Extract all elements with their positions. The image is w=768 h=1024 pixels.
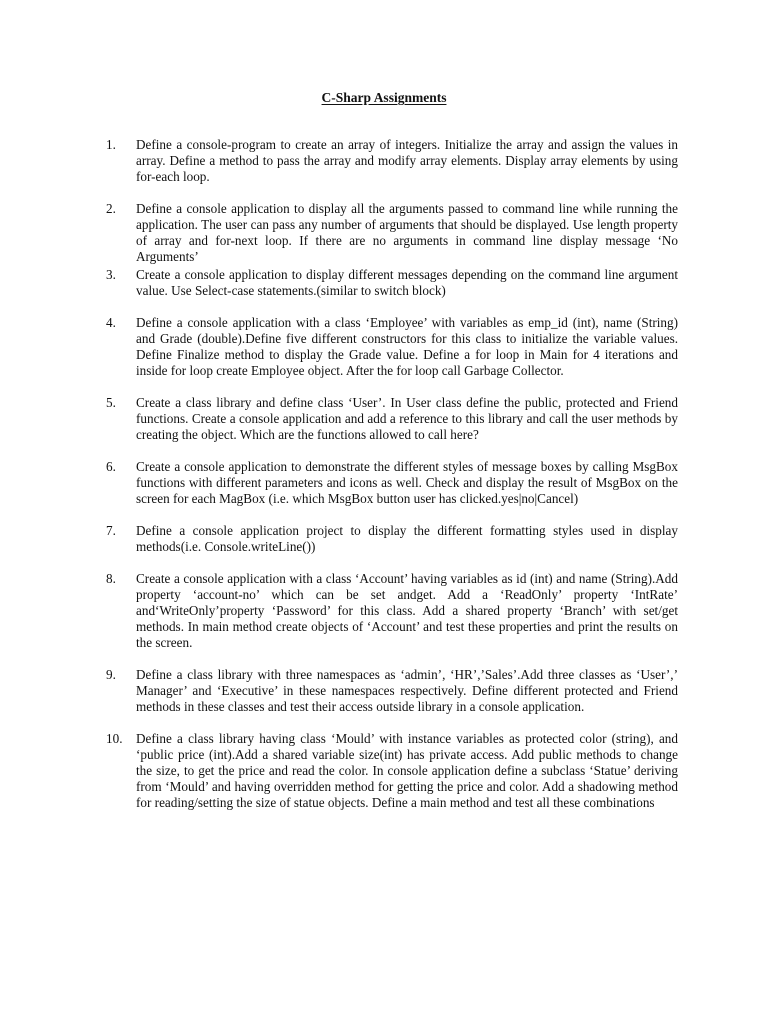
item-text: Define a class library having class ‘Mould’ with instance variables as protected color (string), and ‘public price (int).Add a shared variable size(int) has private access. Add public methods to change the size, to get the price and read the color. In console application define a subclass ‘Statue’ deriving from ‘Mould’ and having overridden method for getting the price and color. Add a shadowing method for reading/setting the size of statue objects. Define a main method and test all these combinations: [136, 731, 678, 810]
list-item: [106, 201, 678, 265]
item-text: Define a console-program to create an array of integers. Initialize the array and assign the values in array. Define a method to pass the array and modify array elements. Display array elements by using for-each loop.: [136, 137, 678, 184]
item-text: Define a console application project to display the different formatting styles used in display methods(i.e. Console.writeLine()): [136, 523, 678, 554]
item-number: 1.: [106, 137, 116, 152]
list-item: [106, 395, 678, 443]
item-text: Create a class library and define class ‘User’. In User class define the public, protected and Friend functions. Create a console application and add a reference to this library and call the user methods by creating the object. Which are the functions allowed to call here?: [136, 395, 678, 442]
list-item: [106, 137, 678, 185]
item-number: 8.: [106, 571, 116, 586]
item-text: Define a console application with a class ‘Employee’ with variables as emp_id (int), name (String) and Grade (double).Define five different constructors for this class to initialize the variable values. Define Finalize method to display the Grade value. Define a for loop in Main for 4 iterations and inside for loop create Employee object. After the for loop call Garbage Collector.: [136, 315, 678, 378]
item-number: 5.: [106, 395, 116, 410]
page-title: C-Sharp Assignments: [321, 90, 447, 105]
item-text: Define a class library with three namespaces as ‘admin’, ‘HR’,’Sales’.Add three classes as ‘User’,’ Manager’ and ‘Executive’ in these namespaces respectively. Define different protected and Friend methods in these classes and test their access outside library in a console application.: [136, 667, 678, 714]
assignment-list: [106, 137, 678, 827]
item-number: 3.: [106, 267, 116, 282]
item-number: 7.: [106, 523, 116, 538]
list-item: [106, 459, 678, 507]
list-item: [106, 667, 678, 715]
list-item: [106, 571, 678, 651]
item-number: 10.: [106, 731, 123, 746]
item-text: Create a console application with a class ‘Account’ having variables as id (int) and name (String).Add property ‘account-no’ which can be set andget. Add a ‘ReadOnly’ property ‘IntRate’ and‘WriteOnly’property ‘Password’ for this class. Add a shared property ‘Branch’ with set/get methods. In main method create objects of ‘Account’ and test these properties and print the results on the screen.: [136, 571, 678, 650]
item-number: 4.: [106, 315, 116, 330]
item-number: 2.: [106, 201, 116, 216]
item-text: Create a console application to display different messages depending on the command line argument value. Use Select-case statements.(similar to switch block): [136, 267, 678, 298]
item-number: 6.: [106, 459, 116, 474]
list-item: [106, 267, 678, 299]
item-text: Define a console application to display all the arguments passed to command line while running the application. The user can pass any number of arguments that should be displayed. Use length property of array and for-next loop. If there are no arguments in command line display message ‘No Arguments’: [136, 201, 678, 264]
list-item: [106, 523, 678, 555]
list-item: [106, 315, 678, 379]
item-number: 9.: [106, 667, 116, 682]
list-item: [106, 731, 678, 811]
item-text: Create a console application to demonstrate the different styles of message boxes by calling MsgBox functions with different parameters and icons as well. Check and display the result of MsgBox on the screen for each MagBox (i.e. which MsgBox button user has clicked.yes|no|Cancel): [136, 459, 678, 506]
